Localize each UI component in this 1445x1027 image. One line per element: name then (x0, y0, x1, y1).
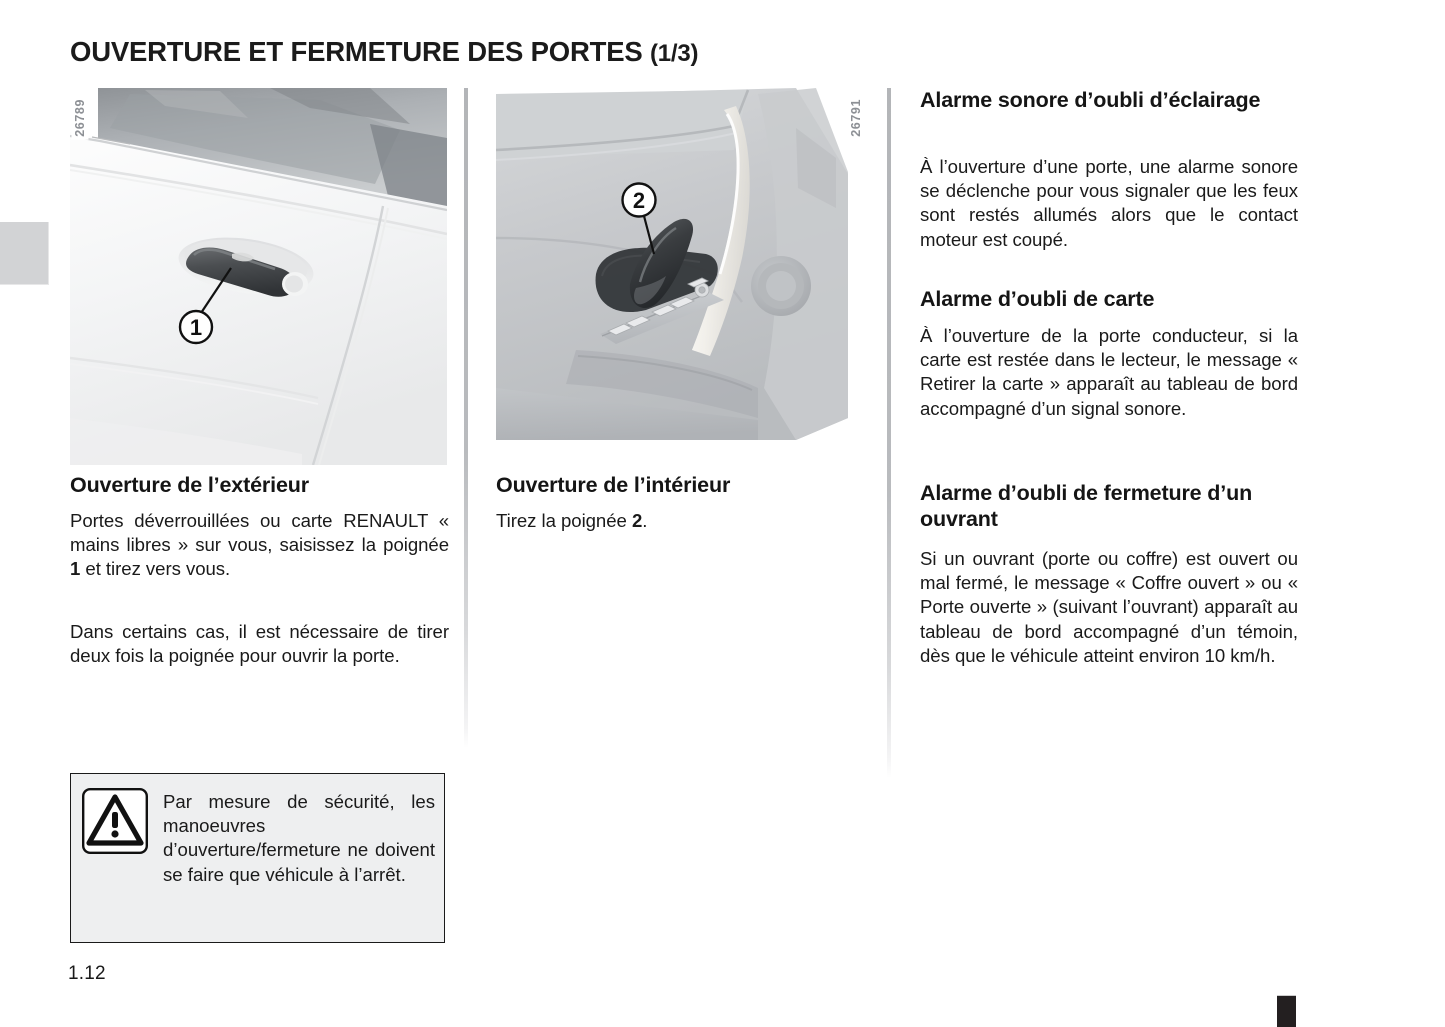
callout-ref-2: 2 (631, 510, 643, 531)
heading-ouverture-exterieur: Ouverture de l’extérieur (70, 473, 309, 497)
chapter-edge-tab (0, 222, 49, 285)
warning-triangle-icon (82, 788, 148, 854)
heading-alarme-oubli-fermeture: Alarme d’oubli de fermeture d’un ouvrant (920, 481, 1253, 531)
paragraph-alarme-oubli-carte: À l’ouverture de la porte conducteur, si la carte est restée dans le lecteur, le message « Retirer la carte » apparaît au tableau de bord accompagné d’un signal sonore. (920, 325, 1298, 419)
paragraph-interieur-1-part-a: Tirez la poignée (496, 510, 632, 531)
paragraph-interieur-1 (496, 509, 876, 533)
page-title (70, 36, 698, 68)
corner-section-marker (1277, 995, 1296, 1027)
paragraph-exterieur-1 (70, 509, 449, 582)
heading-ouverture-interieur: Ouverture de l’intérieur (496, 473, 731, 497)
warning-message: Par mesure de sécurité, les manoeuvres d’ouverture/fermeture ne doivent se faire que véhicule à l’arrêt. (163, 791, 435, 885)
heading-alarme-sonore-eclairage: Alarme sonore d’oubli d’éclairage (920, 88, 1261, 112)
safety-warning-box (70, 773, 445, 943)
paragraph-interieur-1-part-c: . (642, 510, 648, 531)
paragraph-exterieur-2: Dans certains cas, il est nécessaire de tirer deux fois la poignée pour ouvrir la porte. (70, 621, 449, 667)
svg-text:1: 1 (189, 315, 203, 340)
column-divider-left (464, 88, 468, 748)
paragraph-alarme-oubli-fermeture: Si un ouvrant (porte ou coffre) est ouvert ou mal fermé, le message « Coffre ouvert » ou « Porte ouverte » (suivant l’ouvrant) apparaît au tableau de bord accompagné d’un témoin, dès que le véhicule atteint environ 10 km/h. (920, 548, 1298, 666)
page-title-main: OUVERTURE ET FERMETURE DES PORTES (70, 36, 643, 67)
figure-reference-2: 26791 (848, 96, 865, 140)
svg-text:2: 2 (632, 188, 646, 213)
heading-alarme-oubli-carte: Alarme d’oubli de carte (920, 287, 1155, 311)
page-number: 1.12 (68, 963, 106, 984)
callout-ref-1: 1 (70, 558, 81, 580)
figure-reference-1: 26789 (72, 96, 89, 140)
paragraph-alarme-sonore-eclairage: À l’ouverture d’une porte, une alarme sonore se déclenche pour vous signaler que les feux sont restés allumés alors que le contact moteur est coupé. (920, 156, 1298, 250)
paragraph-exterieur-1-part-c: et tirez vers vous. (80, 558, 231, 580)
figure-exterior-door (70, 88, 447, 465)
paragraph-exterieur-1-part-a: Portes déverrouillées ou carte RENAULT « mains libres » sur vous, saisissez la poignée (70, 510, 449, 556)
column-divider-right (887, 88, 891, 778)
page-title-part: (1/3) (649, 40, 699, 67)
figure-interior-door (496, 88, 871, 463)
